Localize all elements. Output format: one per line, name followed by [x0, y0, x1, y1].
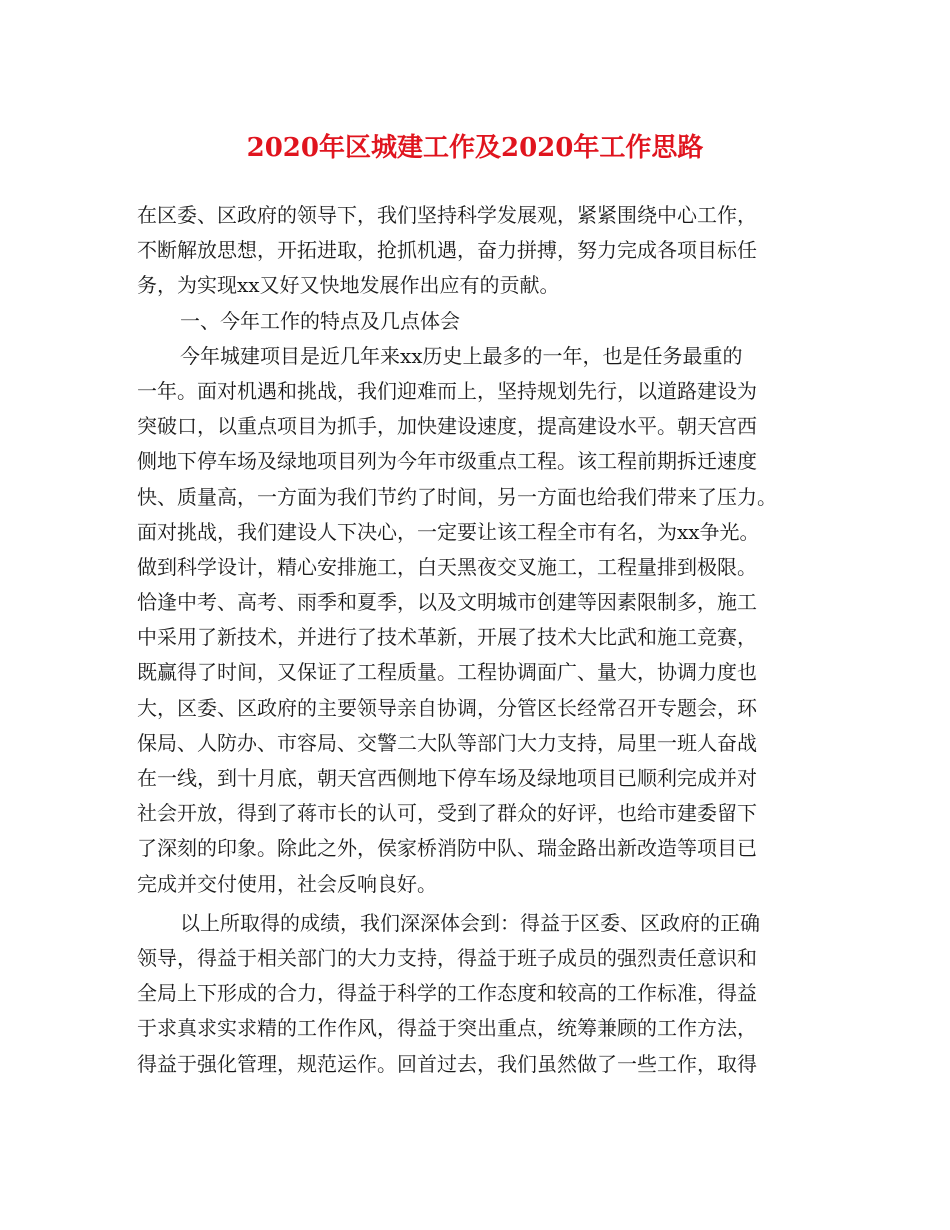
text-line: 既赢得了时间，又保证了工程质量。工程协调面广、量大，协调力度也: [137, 660, 757, 685]
text-line: 于求真求实求精的工作作风，得益于突出重点，统筹兼顾的工作方法，: [137, 1016, 757, 1041]
text-line: 在一线，到十月底，朝天宫西侧地下停车场及绿地项目已顺利完成并对: [137, 766, 757, 790]
text-line: 在区委、区政府的领导下，我们坚持科学发展观，紧紧围绕中心工作，: [137, 203, 757, 227]
text-line: 中采用了新技术，并进行了技术革新，开展了技术大比武和施工竞赛，: [137, 625, 757, 650]
text-line: 今年城建项目是近几年来xx历史上最多的一年，也是任务最重的: [180, 343, 743, 368]
document-body: [137, 198, 817, 1082]
text-line: 了深刻的印象。除此之外，侯家桥消防中队、瑞金路出新改造等项目已: [137, 836, 757, 861]
text-line: 大，区委、区政府的主要领导亲自协调，分管区长经常召开专题会，环: [137, 695, 757, 720]
text-line: 突破口，以重点项目为抓手，加快建设速度，提高建设水平。朝天宫西: [137, 414, 757, 439]
text-line: 一年。面对机遇和挑战，我们迎难而上，坚持规划先行，以道路建设为: [137, 378, 757, 403]
text-line: 得益于强化管理，规范运作。回首过去，我们虽然做了一些工作，取得: [137, 1051, 757, 1076]
text-line: 做到科学设计，精心安排施工，白天黑夜交叉施工，工程量排到极限。: [137, 554, 757, 579]
text-line: 社会开放，得到了蒋市长的认可，受到了群众的好评，也给市建委留下: [137, 801, 757, 826]
text-line: 恰逢中考、高考、雨季和夏季，以及文明城市创建等因素限制多，施工: [137, 590, 757, 615]
text-line: 领导，得益于相关部门的大力支持，得益于班子成员的强烈责任意识和: [137, 945, 757, 970]
text-line: 一、今年工作的特点及几点体会: [180, 308, 460, 333]
text-line: 保局、人防办、市容局、交警二大队等部门大力支持，局里一班人奋战: [137, 730, 757, 755]
text-line: 全局上下形成的合力，得益于科学的工作态度和较高的工作标准，得益: [137, 981, 757, 1006]
document-title: 2020年区城建工作及2020年工作思路: [246, 133, 704, 163]
text-line: 以上所取得的成绩，我们深深体会到：得益于区委、区政府的正确: [180, 910, 760, 935]
text-line: 侧地下停车场及绿地项目列为今年市级重点工程。该工程前期拆迁速度: [137, 449, 757, 474]
text-line: 务，为实现xx又好又快地发展作出应有的贡献。: [137, 273, 560, 298]
text-line: 快、质量高，一方面为我们节约了时间，另一方面也给我们带来了压力。: [137, 484, 777, 509]
text-line: 完成并交付使用，社会反响良好。: [137, 871, 437, 896]
text-line: 面对挑战，我们建设人下决心，一定要让该工程全市有名，为xx争光。: [137, 519, 760, 544]
text-line: 不断解放思想，开拓进取，抢抓机遇，奋力拼搏，努力完成各项目标任: [137, 238, 757, 263]
